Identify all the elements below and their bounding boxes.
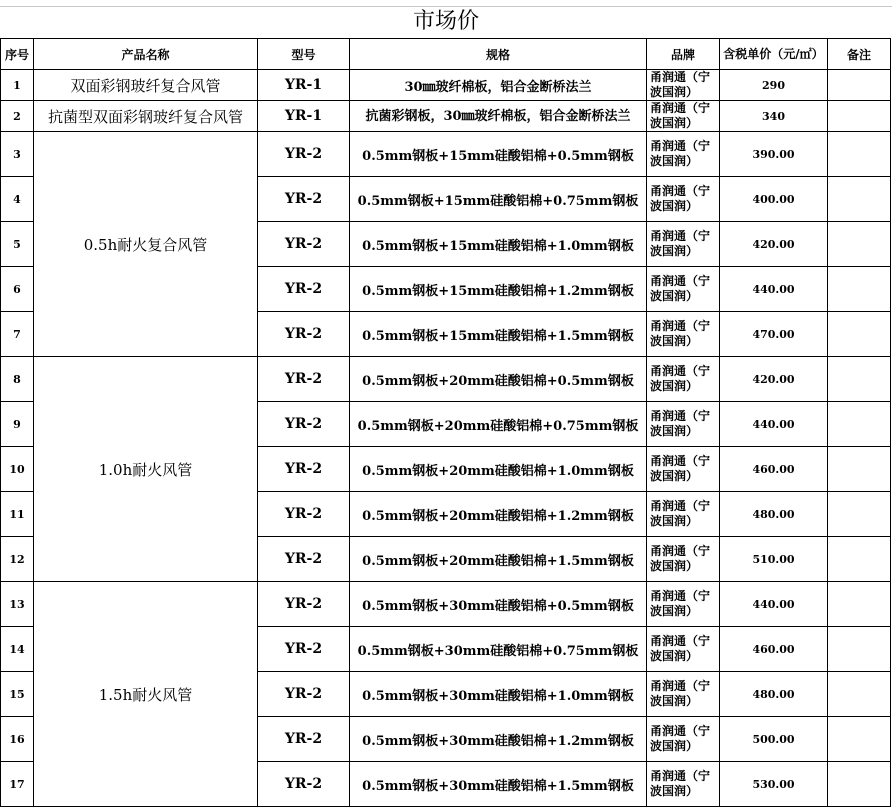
cell-index[interactable]: 5 xyxy=(1,222,34,267)
cell-brand[interactable]: 甬润通（宁波国润） xyxy=(647,717,720,762)
cell-model[interactable]: YR-2 xyxy=(258,357,350,402)
cell-spec[interactable]: 0.5mm钢板+15mm硅酸铝棉+1.0mm钢板 xyxy=(350,222,647,267)
cell-product-group[interactable]: 0.5h耐火复合风管 xyxy=(34,132,258,357)
cell-note[interactable] xyxy=(828,70,891,101)
cell-spec[interactable]: 0.5mm钢板+30mm硅酸铝棉+1.5mm钢板 xyxy=(350,762,647,807)
cell-spec[interactable]: 30㎜玻纤棉板，铝合金断桥法兰 xyxy=(350,70,647,101)
cell-price[interactable]: 440.00 xyxy=(720,267,828,312)
cell-index[interactable]: 7 xyxy=(1,312,34,357)
cell-spec[interactable]: 0.5mm钢板+20mm硅酸铝棉+1.5mm钢板 xyxy=(350,537,647,582)
cell-model[interactable]: YR-2 xyxy=(258,267,350,312)
header-name[interactable]: 产品名称 xyxy=(34,39,258,70)
cell-brand[interactable]: 甬润通（宁波国润） xyxy=(647,537,720,582)
cell-model[interactable]: YR-1 xyxy=(258,101,350,132)
cell-price[interactable]: 440.00 xyxy=(720,582,828,627)
table-row xyxy=(1,70,891,101)
header-brand[interactable]: 品牌 xyxy=(647,39,720,70)
cell-price[interactable]: 480.00 xyxy=(720,492,828,537)
table-row xyxy=(1,132,891,177)
cell-price[interactable]: 440.00 xyxy=(720,402,828,447)
cell-brand[interactable]: 甬润通（宁波国润） xyxy=(647,312,720,357)
cell-spec[interactable]: 0.5mm钢板+30mm硅酸铝棉+0.75mm钢板 xyxy=(350,627,647,672)
cell-index[interactable]: 9 xyxy=(1,402,34,447)
cell-index[interactable]: 16 xyxy=(1,717,34,762)
cell-note[interactable] xyxy=(828,492,891,537)
cell-brand[interactable]: 甬润通（宁波国润） xyxy=(647,582,720,627)
cell-brand[interactable]: 甬润通（宁波国润） xyxy=(647,357,720,402)
cell-price[interactable]: 420.00 xyxy=(720,357,828,402)
cell-brand[interactable]: 甬润通（宁波国润） xyxy=(647,672,720,717)
cell-index[interactable]: 4 xyxy=(1,177,34,222)
cell-index[interactable]: 13 xyxy=(1,582,34,627)
header-price[interactable]: 含税单价（元/㎡） xyxy=(720,39,828,70)
cell-note[interactable] xyxy=(828,101,891,132)
cell-model[interactable]: YR-2 xyxy=(258,537,350,582)
cell-model[interactable]: YR-2 xyxy=(258,627,350,672)
cell-spec[interactable]: 0.5mm钢板+15mm硅酸铝棉+1.2mm钢板 xyxy=(350,267,647,312)
cell-price[interactable]: 460.00 xyxy=(720,447,828,492)
header-note[interactable]: 备注 xyxy=(828,39,891,70)
cell-spec[interactable]: 0.5mm钢板+15mm硅酸铝棉+1.5mm钢板 xyxy=(350,312,647,357)
cell-brand[interactable]: 甬润通（宁波国润） xyxy=(647,132,720,177)
table-row xyxy=(1,101,891,132)
cell-index[interactable]: 11 xyxy=(1,492,34,537)
cell-index[interactable]: 3 xyxy=(1,132,34,177)
cell-brand[interactable]: 甬润通（宁波国润） xyxy=(647,101,720,132)
cell-price[interactable]: 470.00 xyxy=(720,312,828,357)
cell-brand[interactable]: 甬润通（宁波国润） xyxy=(647,402,720,447)
cell-spec[interactable]: 0.5mm钢板+30mm硅酸铝棉+1.0mm钢板 xyxy=(350,672,647,717)
cell-index[interactable]: 14 xyxy=(1,627,34,672)
cell-note[interactable] xyxy=(828,537,891,582)
cell-model[interactable]: YR-2 xyxy=(258,492,350,537)
cell-model[interactable]: YR-2 xyxy=(258,402,350,447)
cell-model[interactable]: YR-2 xyxy=(258,672,350,717)
cell-spec[interactable]: 0.5mm钢板+15mm硅酸铝棉+0.5mm钢板 xyxy=(350,132,647,177)
cell-brand[interactable]: 甬润通（宁波国润） xyxy=(647,70,720,101)
cell-model[interactable]: YR-2 xyxy=(258,582,350,627)
cell-index[interactable]: 1 xyxy=(1,70,34,101)
cell-price[interactable]: 340 xyxy=(720,101,828,132)
cell-product-group[interactable]: 1.5h耐火风管 xyxy=(34,582,258,807)
price-table xyxy=(0,38,891,807)
cell-index[interactable]: 2 xyxy=(1,101,34,132)
cell-note[interactable] xyxy=(828,627,891,672)
cell-brand[interactable]: 甬润通（宁波国润） xyxy=(647,267,720,312)
cell-product-name[interactable]: 抗菌型双面彩钢玻纤复合风管 xyxy=(34,101,258,132)
header-row xyxy=(1,39,891,70)
cell-note[interactable] xyxy=(828,357,891,402)
cell-note[interactable] xyxy=(828,717,891,762)
cell-price[interactable]: 390.00 xyxy=(720,132,828,177)
cell-model[interactable]: YR-2 xyxy=(258,312,350,357)
cell-index[interactable]: 8 xyxy=(1,357,34,402)
cell-note[interactable] xyxy=(828,672,891,717)
cell-price[interactable]: 400.00 xyxy=(720,177,828,222)
cell-spec[interactable]: 0.5mm钢板+15mm硅酸铝棉+0.75mm钢板 xyxy=(350,177,647,222)
cell-note[interactable] xyxy=(828,267,891,312)
table-row xyxy=(1,357,891,402)
cell-note[interactable] xyxy=(828,447,891,492)
cell-index[interactable]: 15 xyxy=(1,672,34,717)
cell-model[interactable]: YR-2 xyxy=(258,717,350,762)
header-spec[interactable]: 规格 xyxy=(350,39,647,70)
cell-note[interactable] xyxy=(828,222,891,267)
cell-brand[interactable]: 甬润通（宁波国润） xyxy=(647,762,720,807)
cell-model[interactable]: YR-1 xyxy=(258,70,350,101)
cell-index[interactable]: 10 xyxy=(1,447,34,492)
cell-model[interactable]: YR-2 xyxy=(258,222,350,267)
cell-product-group[interactable]: 1.0h耐火风管 xyxy=(34,357,258,582)
cell-brand[interactable]: 甬润通（宁波国润） xyxy=(647,222,720,267)
cell-spec[interactable]: 0.5mm钢板+30mm硅酸铝棉+1.2mm钢板 xyxy=(350,717,647,762)
page-title: 市场价 xyxy=(412,9,479,34)
cell-model[interactable]: YR-2 xyxy=(258,132,350,177)
cell-spec[interactable]: 0.5mm钢板+30mm硅酸铝棉+0.5mm钢板 xyxy=(350,582,647,627)
cell-model[interactable]: YR-2 xyxy=(258,447,350,492)
cell-spec[interactable]: 0.5mm钢板+20mm硅酸铝棉+0.5mm钢板 xyxy=(350,357,647,402)
cell-price[interactable]: 460.00 xyxy=(720,627,828,672)
cell-brand[interactable]: 甬润通（宁波国润） xyxy=(647,627,720,672)
cell-index[interactable]: 6 xyxy=(1,267,34,312)
cell-index[interactable]: 12 xyxy=(1,537,34,582)
cell-price[interactable]: 480.00 xyxy=(720,672,828,717)
cell-model[interactable]: YR-2 xyxy=(258,762,350,807)
cell-note[interactable] xyxy=(828,762,891,807)
cell-price[interactable]: 510.00 xyxy=(720,537,828,582)
cell-index[interactable]: 17 xyxy=(1,762,34,807)
table-row xyxy=(1,582,891,627)
cell-note[interactable] xyxy=(828,582,891,627)
cell-product-name[interactable]: 双面彩钢玻纤复合风管 xyxy=(34,70,258,101)
header-index[interactable]: 序号 xyxy=(1,39,34,70)
cell-price[interactable]: 290 xyxy=(720,70,828,101)
cell-spec[interactable]: 0.5mm钢板+20mm硅酸铝棉+1.2mm钢板 xyxy=(350,492,647,537)
cell-note[interactable] xyxy=(828,312,891,357)
cell-note[interactable] xyxy=(828,402,891,447)
header-model[interactable]: 型号 xyxy=(258,39,350,70)
cell-brand[interactable]: 甬润通（宁波国润） xyxy=(647,492,720,537)
cell-note[interactable] xyxy=(828,177,891,222)
cell-note[interactable] xyxy=(828,132,891,177)
cell-price[interactable]: 530.00 xyxy=(720,762,828,807)
cell-price[interactable]: 500.00 xyxy=(720,717,828,762)
cell-price[interactable]: 420.00 xyxy=(720,222,828,267)
cell-model[interactable]: YR-2 xyxy=(258,177,350,222)
cell-brand[interactable]: 甬润通（宁波国润） xyxy=(647,177,720,222)
cell-spec[interactable]: 抗菌彩钢板，30㎜玻纤棉板，铝合金断桥法兰 xyxy=(350,101,647,132)
cell-brand[interactable]: 甬润通（宁波国润） xyxy=(647,447,720,492)
cell-spec[interactable]: 0.5mm钢板+20mm硅酸铝棉+1.0mm钢板 xyxy=(350,447,647,492)
cell-spec[interactable]: 0.5mm钢板+20mm硅酸铝棉+0.75mm钢板 xyxy=(350,402,647,447)
